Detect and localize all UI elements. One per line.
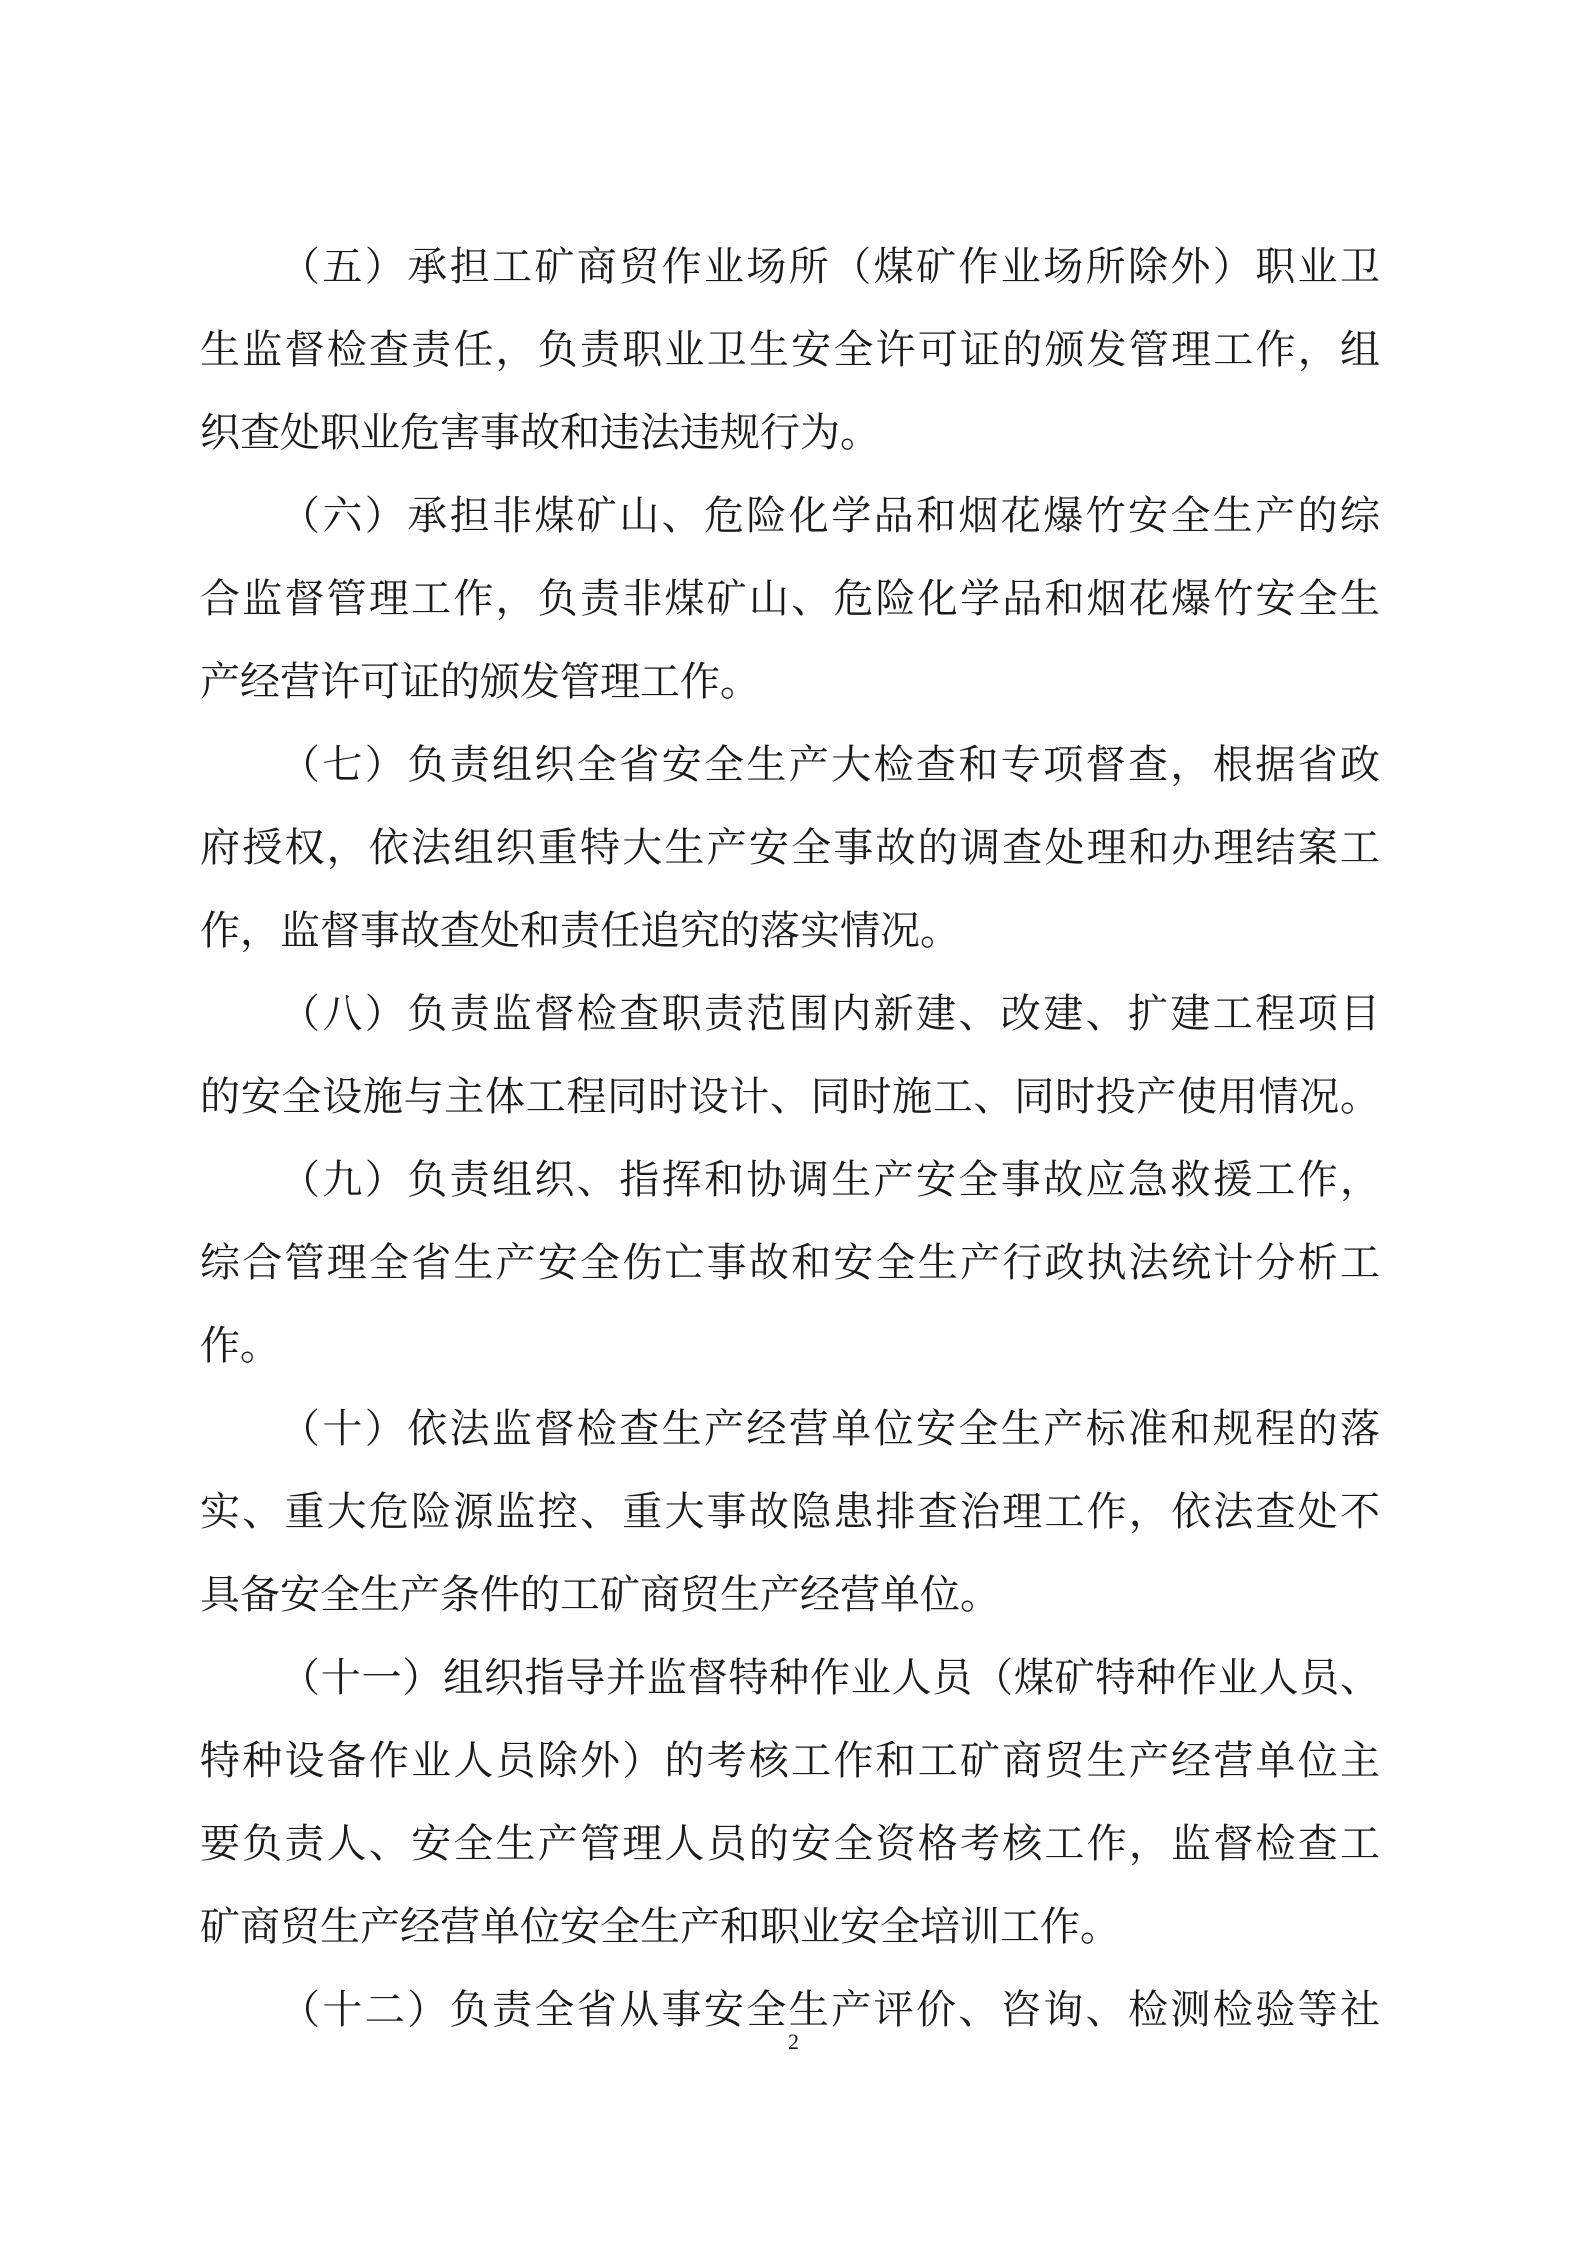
paragraph-6-line-2: 合监督管理工作，负责非煤矿山、危险化学品和烟花爆竹安全生 bbox=[200, 576, 1380, 622]
paragraph-6-line-1: （六）承担非煤矿山、危险化学品和烟花爆竹安全生产的综 bbox=[280, 493, 1380, 539]
paragraph-7-line-3: 作，监督事故查处和责任追究的落实情况。 bbox=[200, 908, 960, 954]
paragraph-9-line-2: 综合管理全省生产安全伤亡事故和安全生产行政执法统计分析工 bbox=[200, 1240, 1380, 1286]
paragraph-12-line-1: （十二）负责全省从事安全生产评价、咨询、检测检验等社 bbox=[280, 1987, 1380, 2033]
paragraph-11-line-1: （十一）组织指导并监督特种作业人员（煤矿特种作业人员、 bbox=[280, 1655, 1380, 1701]
paragraph-8-line-1: （八）负责监督检查职责范围内新建、改建、扩建工程项目 bbox=[280, 991, 1380, 1037]
paragraph-11-line-2: 特种设备作业人员除外）的考核工作和工矿商贸生产经营单位主 bbox=[200, 1738, 1380, 1784]
paragraph-9-line-1: （九）负责组织、指挥和协调生产安全事故应急救援工作， bbox=[280, 1157, 1380, 1203]
paragraph-5-line-2: 生监督检查责任，负责职业卫生安全许可证的颁发管理工作，组 bbox=[200, 327, 1380, 373]
page-number: 2 bbox=[788, 2029, 799, 2054]
paragraph-10-line-2: 实、重大危险源监控、重大事故隐患排查治理工作，依法查处不 bbox=[200, 1489, 1380, 1535]
paragraph-5-line-3: 织查处职业危害事故和违法违规行为。 bbox=[200, 410, 880, 456]
paragraph-10-line-3: 具备安全生产条件的工矿商贸生产经营单位。 bbox=[200, 1572, 1000, 1618]
paragraph-7-line-1: （七）负责组织全省安全生产大检查和专项督查，根据省政 bbox=[280, 742, 1380, 788]
paragraph-10-line-1: （十）依法监督检查生产经营单位安全生产标准和规程的落 bbox=[280, 1406, 1380, 1452]
paragraph-5-line-1: （五）承担工矿商贸作业场所（煤矿作业场所除外）职业卫 bbox=[280, 244, 1380, 290]
paragraph-6-line-3: 产经营许可证的颁发管理工作。 bbox=[200, 659, 760, 705]
paragraph-11-line-4: 矿商贸生产经营单位安全生产和职业安全培训工作。 bbox=[200, 1904, 1120, 1950]
paragraph-7-line-2: 府授权，依法组织重特大生产安全事故的调查处理和办理结案工 bbox=[200, 825, 1380, 871]
paragraph-11-line-3: 要负责人、安全生产管理人员的安全资格考核工作，监督检查工 bbox=[200, 1821, 1380, 1867]
paragraph-8-line-2: 的安全设施与主体工程同时设计、同时施工、同时投产使用情况。 bbox=[200, 1074, 1380, 1120]
paragraph-9-line-3: 作。 bbox=[200, 1323, 280, 1369]
